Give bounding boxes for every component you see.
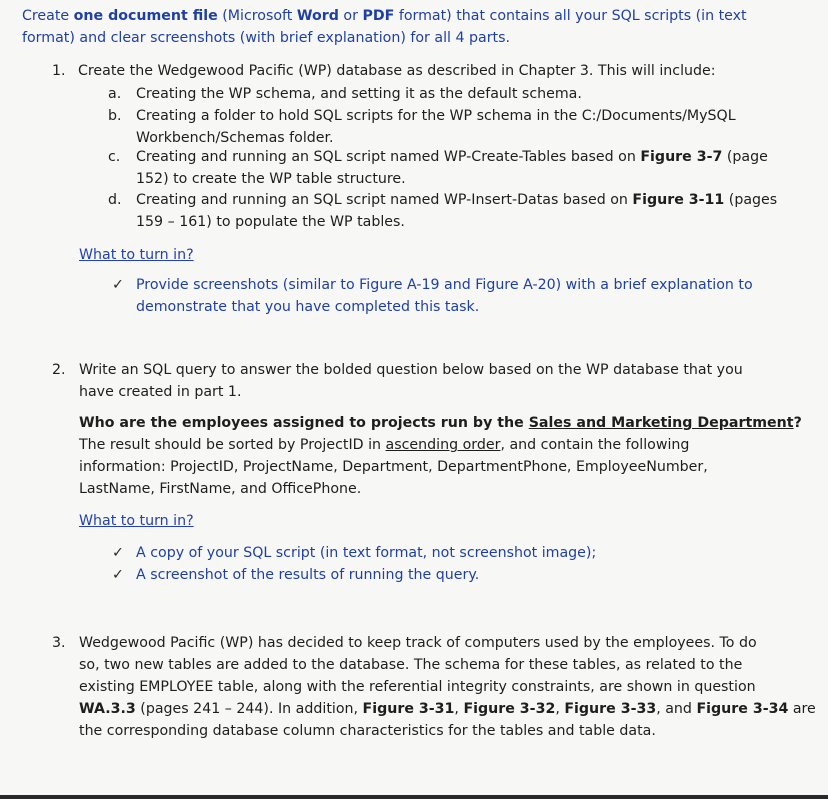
- part2-requirements-3: LastName, FirstName, and OfficePhone.: [79, 481, 362, 497]
- part2-bullet-1: A copy of your SQL script (in text format, not screenshot image);: [136, 545, 597, 561]
- part2-number: 2.: [52, 362, 66, 378]
- bottom-border: [0, 795, 828, 799]
- part2-check-icon-1: ✓: [112, 545, 124, 561]
- part2-text: Write an SQL query to answer the bolded question below based on the WP database that you have created in part 1.: [79, 362, 743, 400]
- part2-requirements-2: information: ProjectID, ProjectName, Department, DepartmentPhone, EmployeeNumber,: [79, 459, 708, 475]
- part2-check-icon-2: ✓: [112, 567, 124, 583]
- part3-text: Wedgewood Pacific (WP) has decided to keep track of computers used by the employees. To do so, two new tables are added to the database. The schema for these tables, as related to the existing EMPLOYEE table, along with the referential integrity constraints, are shown in question WA.3.3 (pages 241 – 244). In addition, Figure 3-31, Figure 3-32, Figure 3-33, and Figure 3-34 are the corresponding database column characteristics for the tables and table data.: [79, 635, 816, 739]
- part1-text: Create the Wedgewood Pacific (WP) database as described in Chapter 3. This will include:: [78, 63, 716, 79]
- part1-turn-in-link[interactable]: What to turn in?: [79, 247, 194, 263]
- intro-line-2: format) and clear screenshots (with brief explanation) for all 4 parts.: [22, 30, 510, 46]
- part2-requirements-1: The result should be sorted by ProjectID in ascending order, and contain the following: [79, 437, 690, 453]
- part1-bullet: Provide screenshots (similar to Figure A-19 and Figure A-20) with a brief explanation to demonstrate that you have completed this task.: [136, 277, 753, 315]
- part3-number: 3.: [52, 635, 66, 651]
- part3-figures-line: WA.3.3 (pages 241 – 244). In addition, Figure 3-31, Figure 3-32, Figure 3-33, and Figure 3-34 are: [79, 701, 816, 717]
- intro-paragraph: [22, 5, 822, 49]
- part2-turn-in-link[interactable]: What to turn in?: [79, 513, 194, 529]
- part1-check-icon: ✓: [112, 277, 124, 293]
- part2-question-line: Who are the employees assigned to projects run by the Sales and Marketing Department?: [79, 415, 802, 431]
- document-page: Create one document file (Microsoft Word or PDF format) that contains all your SQL scripts (in text format) and clear screenshots (with brief explanation) for all 4 parts. 1. Create the Wedgewood Pacific (WP) database as described in Chapter 3. This will include: a. Creating the WP schema, and setting it as the default schema. b. Creating a folder to hold SQL scripts for the WP schema in the C:/Documents/MySQL Workbench/Schemas folder. c. Creating and running an SQL script named WP-Create-Tables based on Figure 3-7 (page 152) to create the WP table structure. d. Creating and running an SQL script named WP-Insert-Datas based on Figure 3-11 (pages 159 – 161) to populate the WP tables. What to turn in? ✓ Provide screenshots (similar to Figure A-19 and Figure A-20) with a brief explanation to demonstrate that you have completed this task. 2. Write an SQL query to answer the bolded question below based on the WP database that you have created in part 1. Who are the employees assigned to projects run by the Sales and Marketing Department? The result should be sorted by ProjectID in ascending order, and contain the following information: ProjectID, ProjectName, Department, DepartmentPhone, EmployeeNumber, LastName, FirstName, and OfficePhone. What to turn in? ✓ A copy of your SQL script (in text format, not screenshot image); ✓ A screenshot of the results of running the query. 3. Wedgewood Pacific (WP) has decided to keep track of computers used by the employees. To do so, two new tables are added to the database. The schema for these tables, as related to the existing EMPLOYEE table, along with the referential integrity constraints, are shown in question WA.3.3 (pages 241 – 244). In addition, Figure 3-31, Figure 3-32, Figure 3-33, and Figure 3-34 are the corresponding database column characteristics for the tables and table data.: [0, 0, 828, 799]
- part1-number: 1.: [52, 63, 66, 79]
- part2-bullet-2: A screenshot of the results of running the query.: [136, 567, 480, 583]
- part2-question: [79, 412, 802, 500]
- intro-line-1: Create one document file (Microsoft Word or PDF format) that contains all your SQL scripts (in text: [22, 8, 747, 24]
